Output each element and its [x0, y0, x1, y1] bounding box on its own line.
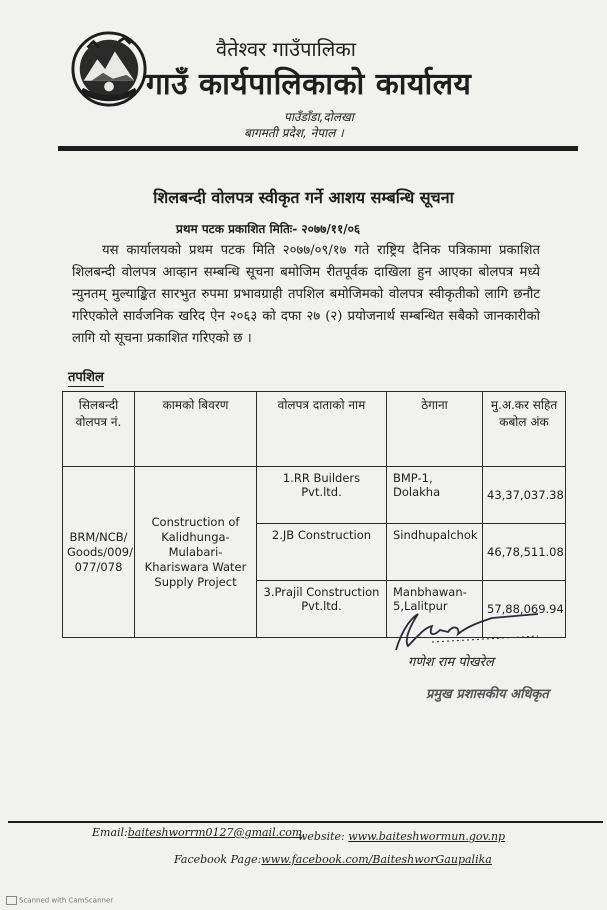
facebook-label: Facebook Page: [174, 853, 262, 866]
bid-amount-cell: 46,78,511.08 [483, 524, 566, 581]
bid-table [62, 391, 566, 638]
bidder-address-cell: BMP-1, Dolakha [387, 467, 483, 524]
scanner-logo-icon [6, 896, 17, 905]
municipality-name: वैतेश्वर गाउँपालिका [216, 37, 356, 61]
website-label: website: [298, 830, 345, 843]
website-link[interactable]: www.baiteshwormun.gov.np [348, 830, 506, 843]
office-title: गाउँ कार्यपालिकाको कार्यालय [146, 67, 472, 102]
bid-amount-cell: 57,88,069.94 [483, 581, 566, 638]
table-header-row [63, 392, 566, 467]
header-bidder-name: वोलपत्र दाताको नाम [257, 392, 387, 467]
bidder-name-cell: 2.JB Construction [257, 524, 387, 581]
bidder-name-cell: 1.RR Builders Pvt.ltd. [257, 467, 387, 524]
signatory-name: गणेश राम पोखरेल [408, 655, 494, 670]
municipality-emblem-logo [70, 30, 148, 108]
footer-email [92, 826, 302, 839]
bidder-address-cell: Sindhupalchok [387, 524, 483, 581]
bidder-name-cell: 3.Prajil Construction Pvt.ltd. [257, 581, 387, 638]
handwritten-signature [388, 606, 548, 658]
bid-amount-cell: 43,37,037.38 [483, 467, 566, 524]
email-label: Email: [92, 826, 128, 839]
email-link[interactable]: baiteshworrm0127@gmail.com [127, 826, 303, 839]
published-label: प्रथम पटक प्रकाशित मितिः- [176, 222, 298, 236]
signatory-role: प्रमुख प्रशासकीय अधिकृत [426, 687, 549, 702]
table-row [63, 467, 566, 524]
footer-facebook [174, 853, 492, 866]
scanner-watermark [6, 896, 113, 905]
header-bid-no: सिलबन्दी वोलपत्र नं. [63, 392, 135, 467]
bid-number-cell: BRM/NCB/ Goods/009/ 077/078 [63, 467, 135, 638]
header-work-description: कामको बिवरण [135, 392, 257, 467]
footer-website [298, 830, 505, 843]
header-divider [58, 146, 578, 151]
notice-title: शिलबन्दी वोलपत्र स्वीकृत गर्ने आशय सम्बन्धि सूचना [153, 188, 454, 207]
address-line-1: पाउँडाँडा,दोलखा [284, 110, 354, 124]
published-date: २०७७/११/०६ [301, 222, 361, 236]
details-heading: तपशिल [68, 370, 104, 385]
published-line [176, 220, 360, 237]
facebook-link[interactable]: www.facebook.com/BaiteshworGaupalika [261, 853, 492, 866]
scanner-text: Scanned with CamScanner [19, 896, 114, 905]
bidder-address-cell: Manbhawan- 5,Lalitpur [387, 581, 483, 638]
header-amount: मु.अ.कर सहित कबोल अंक [483, 392, 566, 467]
footer-divider [8, 821, 603, 823]
notice-body: यस कार्यालयको प्रथम पटक मिति २०७७/०९/१७ गते राष्ट्रिय दैनिक पत्रिकामा प्रकाशित शिलबन्दी वोलपत्र आव्हान सम्बन्धि सूचना बमोजिम रीतपूर्वक दाखिला हुन आएका बोलपत्र मध्ये न्युनतम् मुल्याङ्कित सारभुत रुपमा प्रभावग्राही तपशिल बमोजिमको वोलपत्र स्वीकृतीको लागि छनौट गरिएकोले सार्वजनिक खरिद ऐन २०६३ को दफा २७ (२) प्रयोजनार्थ सम्बन्धित सबैको जानकारीको लागि यो सूचना प्रकाशित गरिएको छ । [72, 243, 540, 346]
work-description-cell: Construction of Kalidhunga-Mulabari-Khariswara Water Supply Project [135, 467, 257, 638]
address-line-2: बागमती प्रदेश, नेपाल । [244, 126, 344, 140]
header-address: ठेगाना [387, 392, 483, 467]
